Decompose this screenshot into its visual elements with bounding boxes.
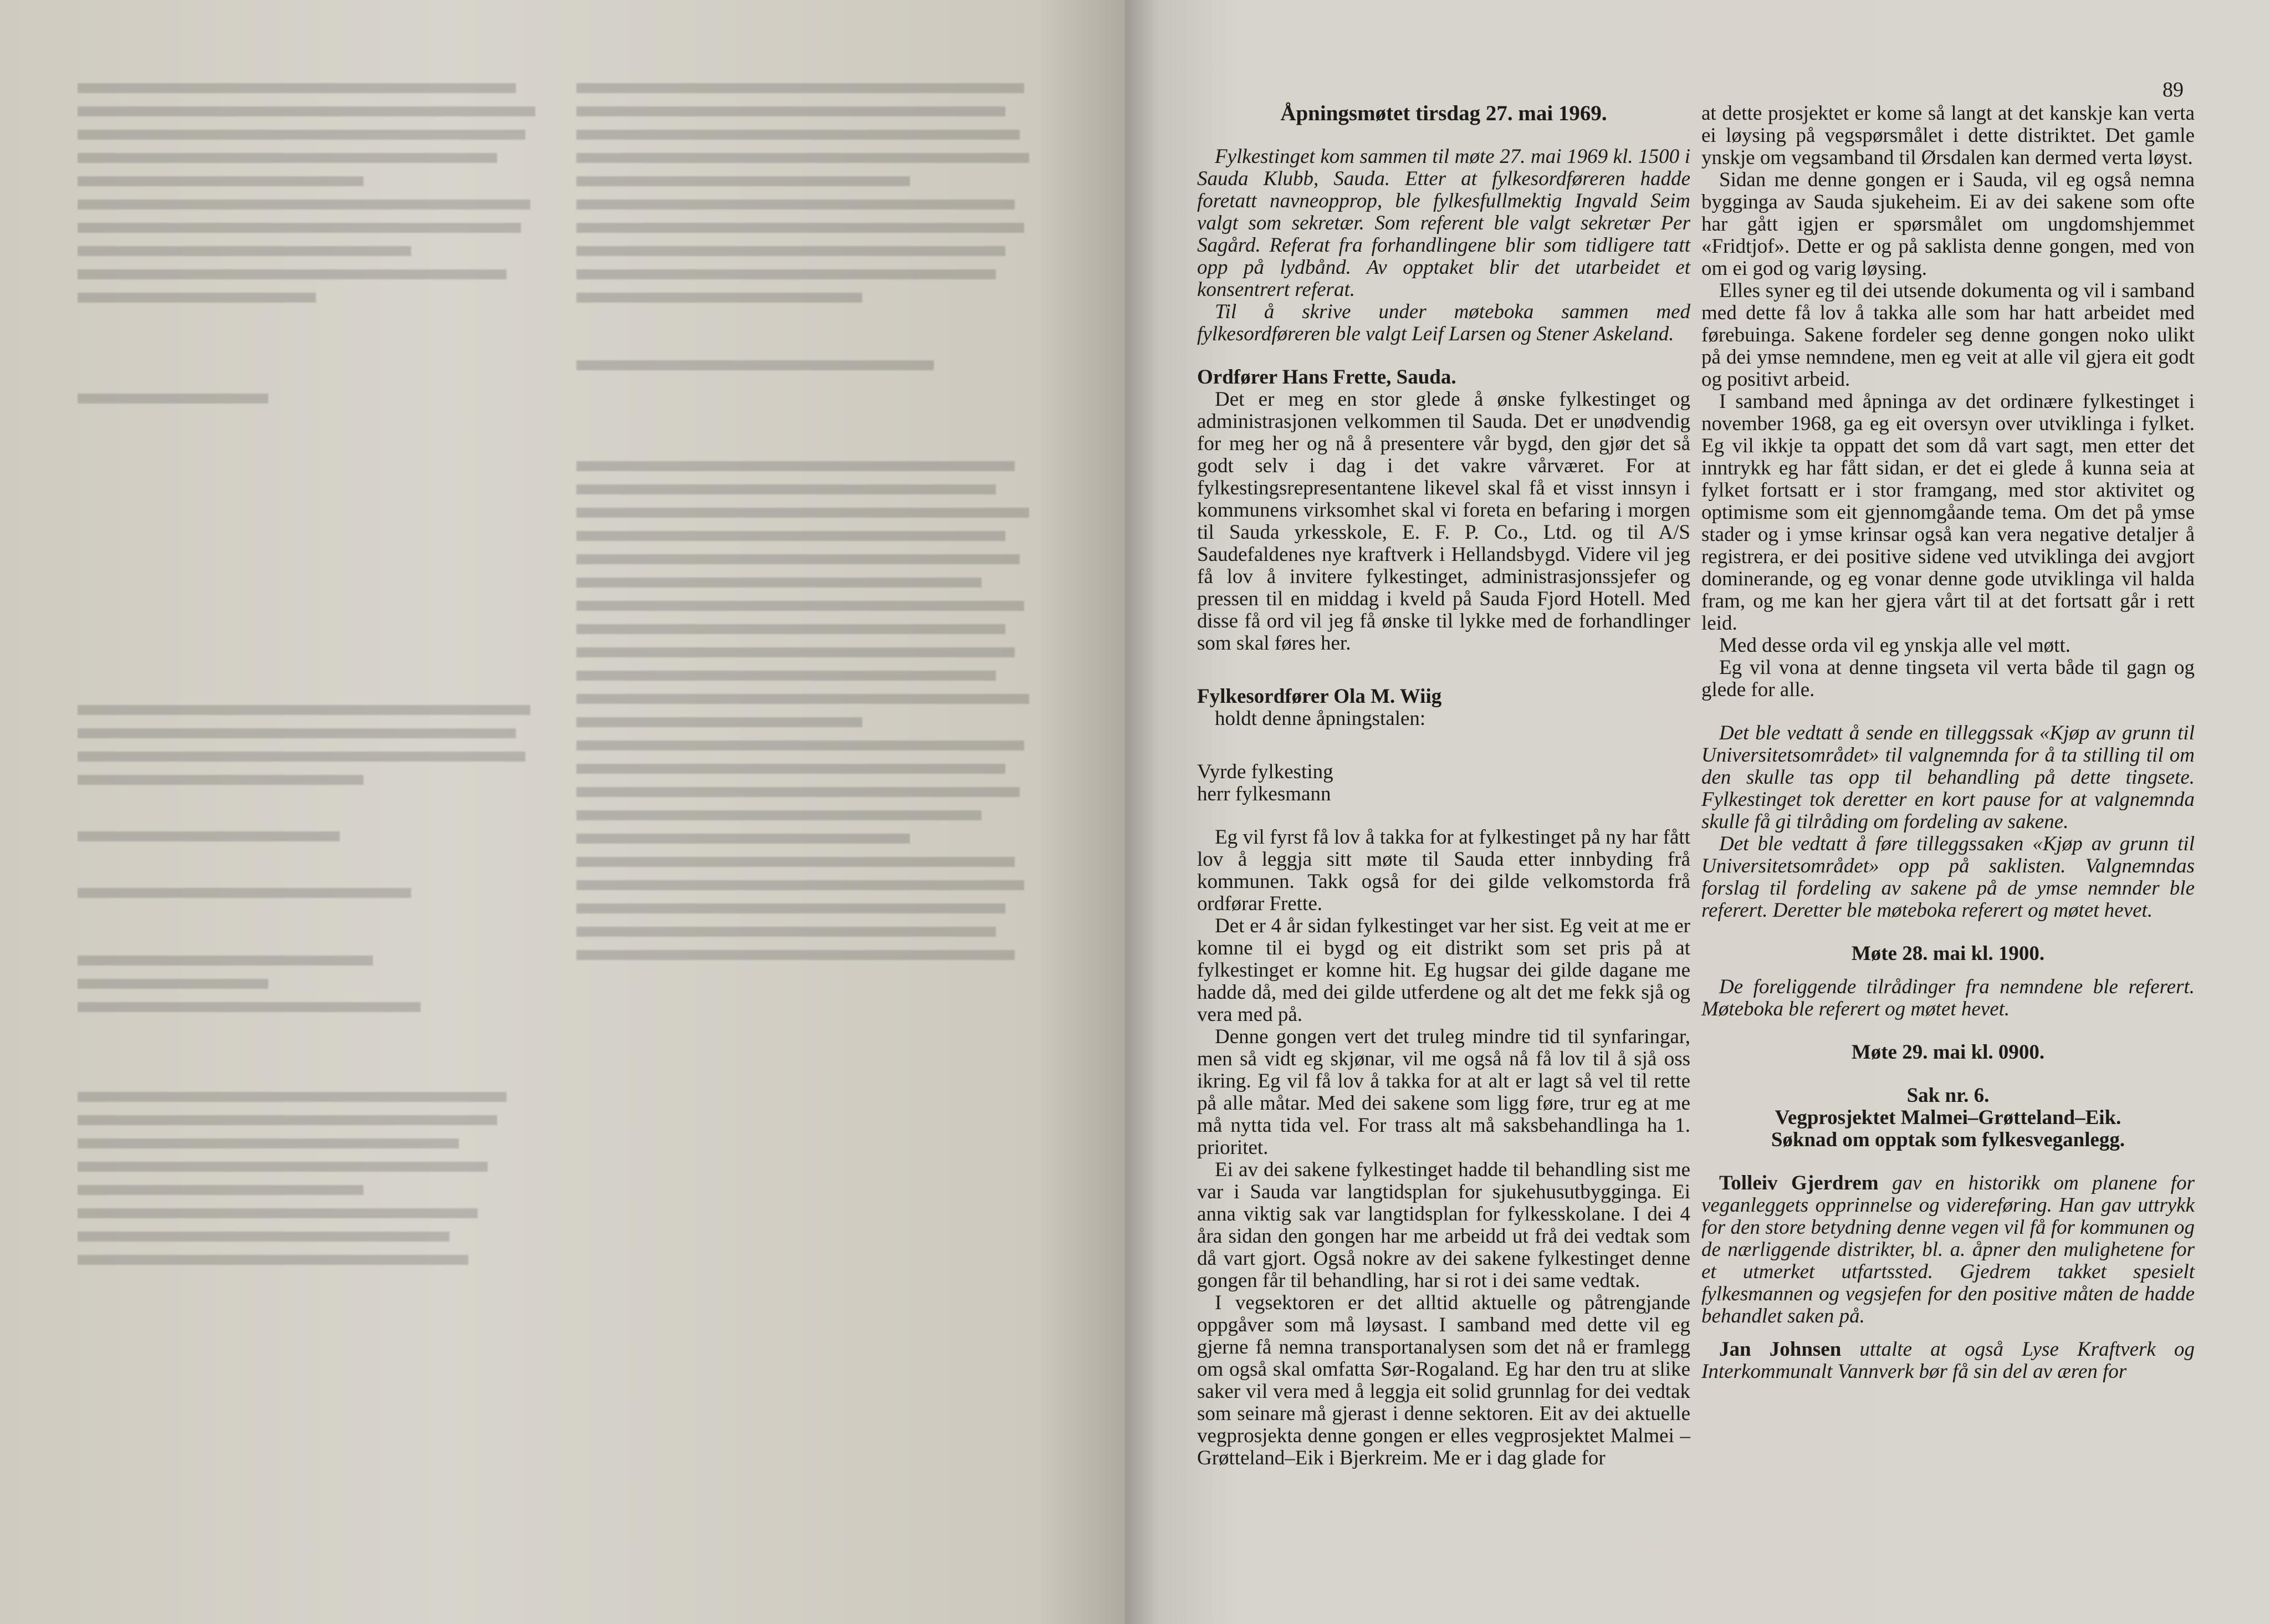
meeting-heading: Møte 29. mai kl. 0900. <box>1851 1041 2045 1064</box>
minutes-paragraph: Det ble vedtatt å føre tilleggssaken «Kjøp av grunn til Universitetsområdet» opp på saklisten. Valgnemndas forslag til fordeling av sakene på de ymse nemnder ble referert. Deretter ble møteboka referert og møtet hevet. <box>1701 833 2195 922</box>
minutes-paragraph: Det ble vedtatt å sende en tilleggssak «Kjøp av grunn til Universitetsområdet» til valgnemnda for å ta stilling til om den skulle tas opp til behandling på dette tingsete. Fylkestinget tok deretter en kort pause for at valgnemnda skulle få gi tilråding om fordeling av sakene. <box>1701 722 2195 833</box>
speech-paragraph: I vegsektoren er det alltid aktuelle og påtrengjande oppgåver som må løysast. I samband med dette vil eg gjerne få nemna transportanalysen som det nå er framlegg om også skal omfatta Sør-Rogaland. Eg har den tru at slike saker vil vera med å leggja eit solid grunnlag for dei vedtak som seinare må gjerast i denne sektoren. Eit av dei aktuelle vegprosjekta denne gongen er elles vegprosjektet Malmei –Grøtteland–Eik i Bjerkreim. Me er i dag glade for <box>1197 1291 1690 1469</box>
speech-paragraph: Eg vil vona at denne tingseta vil verta både til gagn og glede for alle. <box>1701 656 2195 701</box>
speech-paragraph: Med desse orda vil eg ynskja alle vel møtt. <box>1719 634 2070 657</box>
speech-paragraph: Eg vil fyrst få lov å takka for at fylkestinget på ny har fått lov å leggja sitt møte til Sauda etter innbyding frå kommunen. Takk også for dei gilde velkomstorda frå ordførar Frette. <box>1197 826 1690 915</box>
speech-paragraph: Det er 4 år sidan fylkestinget var her sist. Eg veit at me er komne til ei bygd og eit distrikt som set pris på at fylkestinget er komne hit. Eg hugsar dei gilde dagane me hadde då, med dei gilde utferdene og alt det me fekk sjå og vera med på. <box>1197 915 1690 1026</box>
speaker-summary: uttalte at også Lyse Kraftverk og Interkommunalt Vannverk bør få sin del av æren for <box>1701 1338 2195 1383</box>
speaker-heading: Fylkesordfører Ola M. Wiig <box>1197 685 1442 708</box>
speech-paragraph: Denne gongen vert det truleg mindre tid til synfaringar, men så vidt eg skjønar, vil me også nå få lov til å sjå oss ikring. Eg vil få lov å takka for at alt er lagt så vel til rette på alle måtar. Med dei sakene som ligg føre, trur eg at me må nytta tida vel. For trass alt må saksbehandlinga ha 1. prioritet. <box>1197 1025 1690 1159</box>
section-title: Åpningsmøtet tirsdag 27. mai 1969. <box>1280 101 1607 125</box>
intro-paragraph: Fylkestinget kom sammen til møte 27. mai 1969 kl. 1500 i Sauda Klubb, Sauda. Etter at fylkesordføreren hadde foretatt navneopprop, ble fylkesfullmektig Ingvald Seim valgt som sekretær. Som referent ble valgt sekretær Per Sagård. Referat fra forhandlingene blir som tidligere tatt opp på lydbånd. Av opptaket blir det utarbeidet et konsentrert referat. <box>1197 145 1690 301</box>
speaker-heading: Ordfører Hans Frette, Sauda. <box>1197 366 1456 389</box>
speech-paragraph: Ei av dei sakene fylkestinget hadde til behandling sist me var i Sauda var langtidsplan for sjukehusutbygginga. Ei anna viktig sak var langtidsplan for fylkesskolane. I dei 4 åra sidan den gongen har me arbeidd ut frå dei vedtak som då vart gjort. Også nokre av dei sakene fylkestinget denne gongen får til behandling, har si rot i dei same vedtak. <box>1197 1158 1690 1292</box>
right-page <box>1125 0 2270 1624</box>
speech-paragraph: at dette prosjektet er kome så langt at det kanskje kan verta ei løysing på vegspørsmålet i dette distriktet. Det gamle ynskje om vegsamband til Ørsdalen kan dermed verta løyst. <box>1701 102 2195 169</box>
speaker-entry <box>1701 1172 2195 1327</box>
salutation: herr fylkesmann <box>1197 783 1331 805</box>
case-title: Søknad om opptak som fylkesveganlegg. <box>1771 1128 2125 1151</box>
case-number: Sak nr. 6. <box>1906 1084 1990 1107</box>
speech-paragraph: Det er meg en stor glede å ønske fylkestinget og administrasjonen velkommen til Sauda. Det er unødvendig for meg her og nå å presentere vår bygd, den gjør det så godt selv i dag i det vakre vårværet. For at fylkestingsrepresentantene likevel skal få et visst innsyn i kommunens virksomhet skal vi foreta en befaring i morgen til Sauda yrkesskole, E. F. P. Co., Ltd. og til A/S Saudefaldenes nye kraftverk i Hellandsbygd. Videre vil jeg få lov å invitere fylkestinget, administrasjonssjefer og pressen til en middag i kveld på Sauda Fjord Hotell. Med disse få ord vil jeg få ønske til lykke med de forhandlinger som skal føres her. <box>1197 388 1690 655</box>
column-right <box>1701 103 2195 1383</box>
speaker-entry <box>1701 1339 2195 1383</box>
speaker-summary: gav en historikk om planene for veganleggets opprinnelse og videreføring. Han gav uttrykk for den store betydning denne vegen vil få for kommunen og de nærliggende distrikter, bl. a. åpner den mulighetene for et utmerket utfartssted. Gjedrem takket spesielt fylkesmannen og vegsjefen for den positive måten de hadde behandlet saken på. <box>1701 1172 2195 1327</box>
speaker-name: Jan Johnsen <box>1719 1338 1842 1361</box>
speaker-subheading: holdt denne åpningstalen: <box>1215 707 1426 730</box>
case-title: Vegprosjektet Malmei–Grøtteland–Eik. <box>1775 1106 2121 1129</box>
left-page <box>0 0 1125 1624</box>
page-number: 89 <box>2162 78 2184 101</box>
speech-paragraph: I samband med åpninga av det ordinære fylkestinget i november 1968, ga eg eit oversyn over utviklinga i fylket. Eg vil ikkje ta oppatt det som då vart sagt, men etter det inntrykk eg har fått sidan, er det ei glede å kunna seia at fylket fortsatt er i stor framgang, med stor aktivitet og optimisme som eit gjennomgåande tema. Om det på ymse stader og i ymse krinsar også kan vera negative detaljer å registrera, er dei positive sidene ved utviklinga dei avgjort dominerande, og eg vonar denne gode utviklinga vil halda fram, og me kan her gjera vårt til at det fortsatt går i rett leid. <box>1701 390 2195 635</box>
meeting-heading: Møte 28. mai kl. 1900. <box>1851 942 2045 965</box>
minutes-paragraph: De foreliggende tilrådinger fra nemndene ble referert. Møteboka ble referert og møtet hevet. <box>1701 976 2195 1020</box>
column-left <box>1197 103 1690 1469</box>
intro-paragraph-2: Til å skrive under møteboka sammen med fylkesordføreren ble valgt Leif Larsen og Stener Askeland. <box>1197 300 1690 345</box>
speech-paragraph: Elles syner eg til dei utsende dokumenta og vil i samband med dette få lov å takka alle som har hatt arbeidet med førebuinga. Sakene fordeler seg denne gongen noko ulikt på dei ymse nemndene, men eg veit at alle vil gjera eit godt og positivt arbeid. <box>1701 279 2195 391</box>
salutation: Vyrde fylkesting <box>1197 760 1333 783</box>
left-page-show-through <box>78 83 1075 1552</box>
speaker-name: Tolleiv Gjerdrem <box>1719 1172 1879 1194</box>
speech-paragraph: Sidan me denne gongen er i Sauda, vil eg også nemna bygginga av Sauda sjukeheim. Ei av dei sakene som ofte har gått igjen er spørsmålet om ungdomshjemmet «Fridtjof». Dette er og på saklista denne gongen, med von om ei god og varig løysing. <box>1701 168 2195 280</box>
